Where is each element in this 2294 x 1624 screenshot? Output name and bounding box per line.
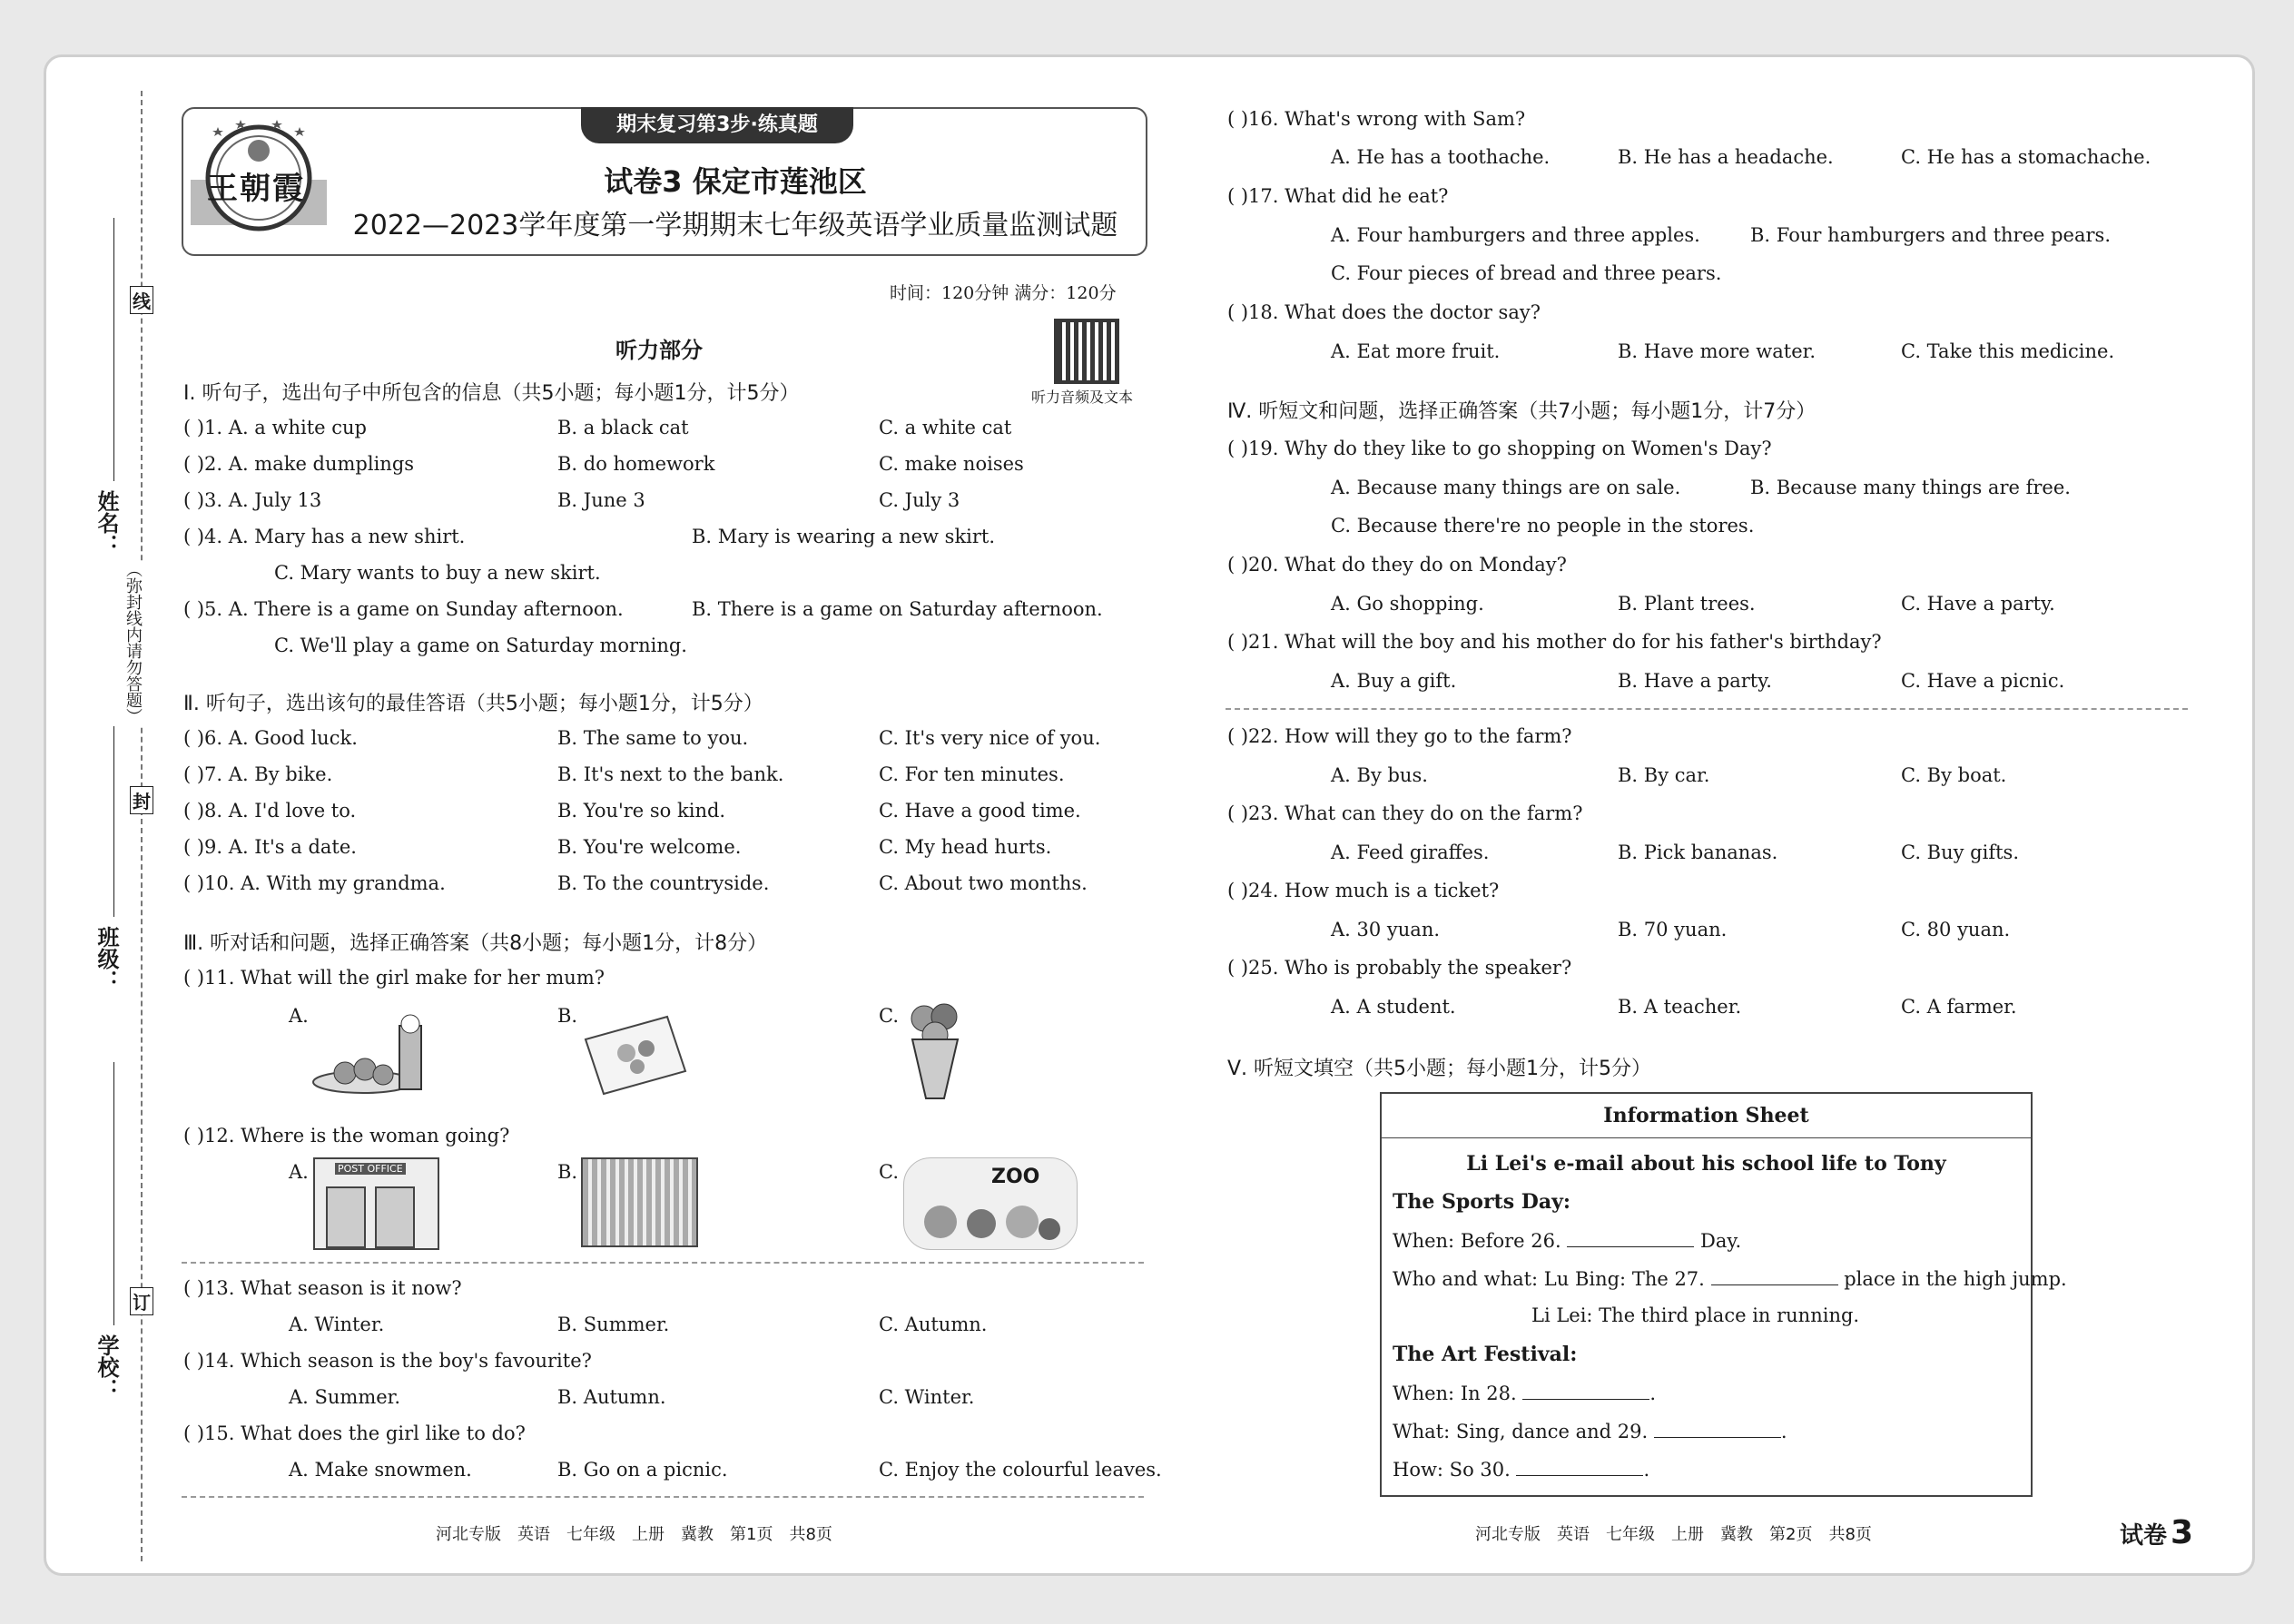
q20-a[interactable]: A. Go shopping. — [1331, 593, 1484, 615]
name-label: 姓名： — [94, 490, 119, 556]
q6-b[interactable]: B. The same to you. — [557, 727, 749, 749]
q9-b[interactable]: B. You're welcome. — [557, 836, 742, 858]
q2-c[interactable]: C. make noises — [879, 453, 1024, 475]
q11-label-c[interactable]: C. — [879, 1005, 899, 1027]
q20-b[interactable]: B. Plant trees. — [1618, 593, 1756, 615]
blank-28[interactable] — [1522, 1381, 1649, 1400]
paper-subtitle: 2022—2023学年度第一学期期末七年级英语学业质量监测试题 — [352, 210, 1118, 241]
q18-c[interactable]: C. Take this medicine. — [1901, 340, 2115, 362]
q14-b[interactable]: B. Autumn. — [557, 1386, 666, 1408]
q16-c[interactable]: C. He has a stomachache. — [1901, 146, 2151, 168]
q13-c[interactable]: C. Autumn. — [879, 1314, 988, 1335]
q15-a[interactable]: A. Make snowmen. — [289, 1459, 472, 1481]
q15[interactable]: ( )15. What does the girl like to do? — [183, 1422, 526, 1444]
cookies-drink-image[interactable] — [309, 1008, 436, 1098]
q4-c[interactable]: C. Mary wants to buy a new skirt. — [274, 562, 601, 584]
q25[interactable]: ( )25. Who is probably the speaker? — [1227, 957, 1572, 979]
q3-b[interactable]: B. June 3 — [557, 489, 645, 511]
who-suffix: place in the high jump. — [1844, 1268, 2067, 1290]
bookstore-image[interactable] — [581, 1157, 698, 1247]
q19-c[interactable]: C. Because there're no people in the stores. — [1331, 515, 1755, 536]
q1-c[interactable]: C. a white cat — [879, 417, 1012, 438]
q24-b[interactable]: B. 70 yuan. — [1618, 919, 1728, 940]
zoo-image[interactable] — [903, 1157, 1078, 1250]
q13-b[interactable]: B. Summer. — [557, 1314, 670, 1335]
q4-a[interactable]: ( )4. A. Mary has a new shirt. — [183, 526, 466, 547]
footer-right: 河北专版 英语 七年级 上册 冀教 第2页 共8页 — [1475, 1525, 1872, 1544]
binding-mark-seal: 封 — [130, 786, 153, 814]
q24-c[interactable]: C. 80 yuan. — [1901, 919, 2011, 940]
q22-c[interactable]: C. By boat. — [1901, 764, 2007, 786]
q3-a[interactable]: ( )3. A. July 13 — [183, 489, 322, 511]
q10-b[interactable]: B. To the countryside. — [557, 872, 770, 894]
q23-b[interactable]: B. Pick bananas. — [1618, 842, 1778, 863]
divider — [1226, 708, 2188, 710]
blank-29[interactable] — [1654, 1419, 1781, 1438]
q14-a[interactable]: A. Summer. — [289, 1386, 401, 1408]
section2-title: Ⅱ. 听句子，选出该句的最佳答语（共5小题；每小题1分，计5分） — [183, 693, 763, 715]
q8-c[interactable]: C. Have a good time. — [879, 800, 1081, 822]
paper-title: 试卷3 保定市莲池区 — [604, 164, 867, 199]
section4-title: Ⅳ. 听短文和问题，选择正确答案（共7小题；每小题1分，计7分） — [1227, 400, 1816, 423]
who-prefix: Who and what: Lu Bing: The 27. — [1393, 1268, 1705, 1290]
paper-label — [2120, 1514, 2193, 1551]
q7-b[interactable]: B. It's next to the bank. — [557, 763, 784, 785]
information-sheet — [1380, 1092, 2067, 1497]
q18-a[interactable]: A. Eat more fruit. — [1331, 340, 1501, 362]
q25-c[interactable]: C. A farmer. — [1901, 996, 2017, 1018]
when-prefix: When: Before 26. — [1393, 1230, 1561, 1252]
what-line: What: Sing, dance and 29. . — [1393, 1421, 1787, 1442]
q6-c[interactable]: C. It's very nice of you. — [879, 727, 1101, 749]
time-score: 时间：120分钟 满分：120分 — [890, 283, 1117, 303]
q25-b[interactable]: B. A teacher. — [1618, 996, 1742, 1018]
q8-b[interactable]: B. You're so kind. — [557, 800, 726, 822]
q7-c[interactable]: C. For ten minutes. — [879, 763, 1065, 785]
q20-c[interactable]: C. Have a party. — [1901, 593, 2055, 615]
class-field[interactable] — [113, 726, 114, 917]
q24[interactable]: ( )24. How much is a ticket? — [1227, 880, 1500, 901]
q8-a[interactable]: ( )8. A. I'd love to. — [183, 800, 357, 822]
q19[interactable]: ( )19. Why do they like to go shopping on Women's Day? — [1227, 438, 1772, 459]
blank-30[interactable] — [1516, 1457, 1643, 1476]
footer-left: 河北专版 英语 七年级 上册 冀教 第1页 共8页 — [436, 1525, 832, 1544]
q18[interactable]: ( )18. What does the doctor say? — [1227, 301, 1541, 323]
card-image[interactable] — [581, 1012, 690, 1098]
seal-warning: （弥封线内请勿答题） — [121, 561, 144, 724]
q18-b[interactable]: B. Have more water. — [1618, 340, 1816, 362]
q23-a[interactable]: A. Feed giraffes. — [1331, 842, 1490, 863]
flowers-image[interactable] — [899, 999, 971, 1112]
q2-a[interactable]: ( )2. A. make dumplings — [183, 453, 415, 475]
q1-a[interactable]: ( )1. A. a white cup — [183, 417, 367, 438]
q7-a[interactable]: ( )7. A. By bike. — [183, 763, 333, 785]
blank-27[interactable] — [1711, 1266, 1838, 1285]
what-prefix: What: Sing, dance and 29. — [1393, 1421, 1649, 1442]
q2-b[interactable]: B. do homework — [557, 453, 715, 475]
banner-label: 期末复习第3步·练真题 — [581, 107, 853, 143]
q22-a[interactable]: A. By bus. — [1331, 764, 1428, 786]
q15-c[interactable]: C. Enjoy the colourful leaves. — [879, 1459, 1162, 1481]
q12-label-c[interactable]: C. — [879, 1161, 899, 1183]
listening-heading: 听力部分 — [615, 338, 703, 363]
section5-title: Ⅴ. 听短文填空（共5小题；每小题1分，计5分） — [1227, 1058, 1652, 1080]
q24-a[interactable]: A. 30 yuan. — [1331, 919, 1441, 940]
how-line: How: So 30. . — [1393, 1459, 1650, 1481]
q22[interactable]: ( )22. How will they go to the farm? — [1227, 725, 1572, 747]
paper-label-text: 试卷 — [2120, 1522, 2168, 1550]
how-prefix: How: So 30. — [1393, 1459, 1511, 1481]
divider — [182, 1262, 1144, 1264]
binding-mark-line: 线 — [130, 286, 153, 314]
logo-text: 王朝霞 — [207, 171, 305, 207]
q1-b[interactable]: B. a black cat — [557, 417, 689, 438]
class-label: 班级： — [94, 926, 119, 991]
blank-26[interactable] — [1567, 1228, 1694, 1247]
when-line-2: When: In 28. . — [1393, 1383, 1657, 1404]
q19-b[interactable]: B. Because many things are free. — [1750, 477, 2071, 498]
school-label: 学校： — [94, 1334, 119, 1400]
sports-day-heading: The Sports Day: — [1393, 1190, 1571, 1214]
post-office-image[interactable] — [313, 1157, 439, 1250]
q11-label-a[interactable]: A. — [289, 1005, 309, 1027]
q4-b[interactable]: B. Mary is wearing a new skirt. — [692, 526, 996, 547]
animals-icon — [913, 1195, 1068, 1247]
q5-a[interactable]: ( )5. A. There is a game on Sunday afternoon. — [183, 598, 624, 620]
when2-prefix: When: In 28. — [1393, 1383, 1517, 1404]
q14[interactable]: ( )14. Which season is the boy's favourite? — [183, 1350, 592, 1372]
q17-b[interactable]: B. Four hamburgers and three pears. — [1750, 224, 2111, 246]
school-field[interactable] — [113, 1062, 114, 1325]
q19-a[interactable]: A. Because many things are on sale. — [1331, 477, 1681, 498]
lilei-line: Li Lei: The third place in running. — [1531, 1304, 1860, 1326]
q13[interactable]: ( )13. What season is it now? — [183, 1277, 462, 1299]
q12-label-b[interactable]: B. — [557, 1161, 578, 1183]
divider — [182, 1496, 1144, 1498]
q12-label-a[interactable]: A. — [289, 1161, 309, 1183]
sheet-title: Information Sheet — [1382, 1094, 2031, 1138]
q11-label-b[interactable]: B. — [557, 1005, 578, 1027]
q9-c[interactable]: C. My head hurts. — [879, 836, 1052, 858]
who-line — [1393, 1266, 2067, 1290]
q17-a[interactable]: A. Four hamburgers and three apples. — [1331, 224, 1700, 246]
q21[interactable]: ( )21. What will the boy and his mother do for his father's birthday? — [1227, 631, 1882, 653]
name-field[interactable] — [113, 218, 114, 481]
q21-c[interactable]: C. Have a picnic. — [1901, 670, 2065, 692]
q12[interactable]: ( )12. Where is the woman going? — [183, 1125, 510, 1147]
door-icon — [326, 1186, 366, 1248]
q6-a[interactable]: ( )6. A. Good luck. — [183, 727, 358, 749]
when-suffix: Day. — [1700, 1230, 1742, 1252]
q14-c[interactable]: C. Winter. — [879, 1386, 975, 1408]
q16-b[interactable]: B. He has a headache. — [1618, 146, 1834, 168]
q10-a[interactable]: ( )10. A. With my grandma. — [183, 872, 446, 894]
q15-b[interactable]: B. Go on a picnic. — [557, 1459, 728, 1481]
q10-c[interactable]: C. About two months. — [879, 872, 1088, 894]
q17-c[interactable]: C. Four pieces of bread and three pears. — [1331, 262, 1722, 284]
q21-b[interactable]: B. Have a party. — [1618, 670, 1772, 692]
paper-number: 3 — [2171, 1514, 2194, 1551]
door-icon — [375, 1186, 415, 1248]
post-office-sign: POST OFFICE — [335, 1163, 406, 1175]
q23-c[interactable]: C. Buy gifts. — [1901, 842, 2019, 863]
q25-a[interactable]: A. A student. — [1331, 996, 1456, 1018]
section3-title: Ⅲ. 听对话和问题，选择正确答案（共8小题；每小题1分，计8分） — [183, 932, 768, 955]
q3-c[interactable]: C. July 3 — [879, 489, 960, 511]
qr-caption: 听力音频及文本 — [1031, 389, 1134, 406]
section1-title: Ⅰ. 听句子，选出句子中所包含的信息（共5小题；每小题1分，计5分） — [183, 382, 800, 405]
q16[interactable]: ( )16. What's wrong with Sam? — [1227, 108, 1526, 130]
q5-b[interactable]: B. There is a game on Saturday afternoon. — [692, 598, 1103, 620]
q20[interactable]: ( )20. What do they do on Monday? — [1227, 554, 1567, 576]
q13-a[interactable]: A. Winter. — [289, 1314, 385, 1335]
q22-b[interactable]: B. By car. — [1618, 764, 1710, 786]
q16-a[interactable]: A. He has a toothache. — [1331, 146, 1551, 168]
binding-mark-order: 订 — [130, 1287, 153, 1315]
q5-c[interactable]: C. We'll play a game on Saturday morning. — [274, 635, 687, 656]
qr-code[interactable] — [1058, 322, 1116, 380]
art-festival-heading: The Art Festival: — [1393, 1343, 1578, 1366]
q11[interactable]: ( )11. What will the girl make for her mum? — [183, 967, 605, 989]
q21-a[interactable]: A. Buy a gift. — [1331, 670, 1457, 692]
q17[interactable]: ( )17. What did he eat? — [1227, 185, 1449, 207]
email-title: Li Lei's e-mail about his school life to Tony — [1466, 1152, 1946, 1176]
q9-a[interactable]: ( )9. A. It's a date. — [183, 836, 357, 858]
when-line-1 — [1393, 1228, 1741, 1252]
zoo-sign: ZOO — [991, 1166, 1040, 1188]
q23[interactable]: ( )23. What can they do on the farm? — [1227, 802, 1583, 824]
